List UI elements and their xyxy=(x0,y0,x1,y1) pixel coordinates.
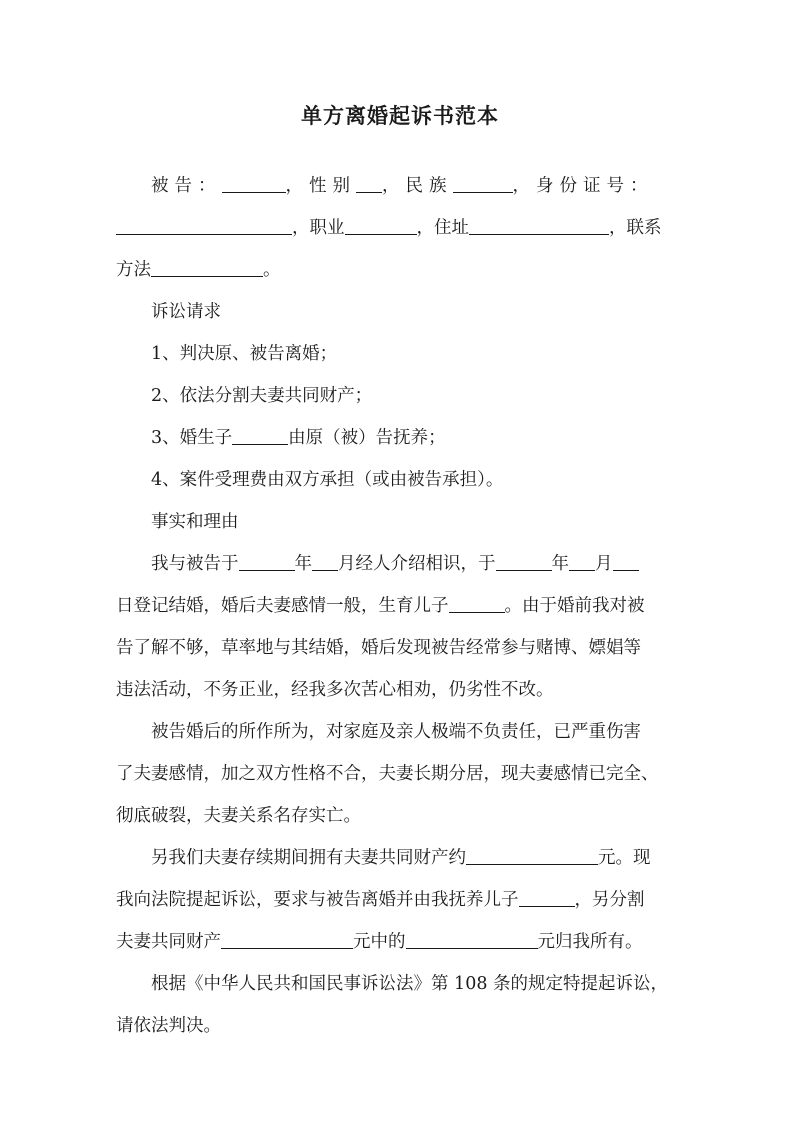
blank-my-share xyxy=(406,930,538,949)
blank-contact xyxy=(151,258,263,277)
facts-p3-text-c: 我向法院提起诉讼，要求与被告离婚并由我抚养儿子 xyxy=(116,890,519,910)
blank-meet-month xyxy=(312,552,338,571)
label-occupation: ，职业 xyxy=(292,218,345,238)
claim-item-4: 4、案件受理费由双方承担（或由被告承担）。 xyxy=(151,470,504,490)
defendant-info xyxy=(116,165,686,291)
label-id-number: ，身份证号： xyxy=(512,176,654,196)
facts-p4-line-2: 请依法判决。 xyxy=(116,1016,221,1036)
blank-id-number xyxy=(116,216,292,235)
blank-meet-year xyxy=(239,552,295,571)
facts-paragraph-3 xyxy=(116,837,686,963)
blank-occupation xyxy=(345,216,417,235)
blank-marry-month xyxy=(569,552,595,571)
blank-son-name xyxy=(449,594,505,613)
label-address: ，住址 xyxy=(416,218,469,238)
label-ethnicity: ，民族 xyxy=(382,176,453,196)
document-body xyxy=(116,165,686,1047)
blank-marry-day xyxy=(613,552,639,571)
facts-p3-text-f: 元中的 xyxy=(353,932,406,952)
facts-p3-text-e: 夫妻共同财产 xyxy=(116,932,221,952)
label-gender: ，性别 xyxy=(285,176,356,196)
blank-property-amount xyxy=(466,846,598,865)
blank-gender xyxy=(356,174,382,193)
end-mark: 。 xyxy=(263,260,281,280)
claim-item-3-prefix: 3、婚生子 xyxy=(151,428,233,448)
label-contact-method: 方法 xyxy=(116,260,151,280)
facts-p1-line-4: 违法活动，不务正业，经我多次苦心相劝，仍劣性不改。 xyxy=(116,680,554,700)
facts-p1-month-label: 月 xyxy=(595,554,613,574)
facts-p1-year-label: 年 xyxy=(294,554,312,574)
facts-p1-text-f: 日登记结婚，婚后夫妻感情一般，生育儿子 xyxy=(116,596,449,616)
facts-p3-text-d: ，另分割 xyxy=(574,890,645,910)
label-contact: ，联系 xyxy=(609,218,662,238)
label-defendant: 被告： xyxy=(151,176,222,196)
facts-p4-line-1: 根据《中华人民共和国民事诉讼法》第 108 条的规定特提起诉讼， xyxy=(151,974,669,994)
facts-p1-text-a: 我与被告于 xyxy=(151,554,239,574)
facts-p1-line-3: 告了解不够，草率地与其结婚，婚后发现被告经常参与赌博、嫖娼等 xyxy=(116,638,641,658)
facts-p1-text-c: 月经人介绍相识，于 xyxy=(338,554,496,574)
facts-p2-line-3: 彻底破裂，夫妻关系名存实亡。 xyxy=(116,806,361,826)
claim-item-1: 1、判决原、被告离婚； xyxy=(151,344,338,364)
blank-address xyxy=(469,216,609,235)
facts-paragraph-4 xyxy=(116,963,686,1047)
claim-item-2: 2、依法分割夫妻共同财产； xyxy=(151,386,373,406)
claims-heading: 诉讼请求 xyxy=(151,302,221,322)
facts-p3-text-b: 元。现 xyxy=(598,848,651,868)
blank-child-name xyxy=(232,426,288,445)
facts-p2-line-2: 了夫妻感情，加之双方性格不合，夫妻长期分居，现夫妻感情已完全、 xyxy=(116,764,659,784)
blank-marry-year xyxy=(496,552,552,571)
facts-paragraph-1 xyxy=(116,543,686,711)
facts-p2-line-1: 被告婚后的所作所为，对家庭及亲人极端不负责任，已严重伤害 xyxy=(151,722,641,742)
facts-p3-text-g: 元归我所有。 xyxy=(537,932,643,952)
facts-paragraph-2 xyxy=(116,711,686,837)
blank-defendant-name xyxy=(222,174,286,193)
facts-p3-text-a: 另我们夫妻存续期间拥有夫妻共同财产约 xyxy=(151,848,466,868)
blank-son-name-2 xyxy=(519,888,575,907)
facts-p1-text-g: 。由于婚前我对被 xyxy=(504,596,645,616)
claim-item-3-suffix: 由原（被）告抚养； xyxy=(288,428,446,448)
blank-total-property xyxy=(221,930,353,949)
document-title: 单方离婚起诉书范本 xyxy=(301,104,499,128)
facts-heading: 事实和理由 xyxy=(151,512,239,532)
claim-item-3 xyxy=(116,417,686,459)
facts-p1-year-label-2: 年 xyxy=(551,554,569,574)
blank-ethnicity xyxy=(453,174,513,193)
